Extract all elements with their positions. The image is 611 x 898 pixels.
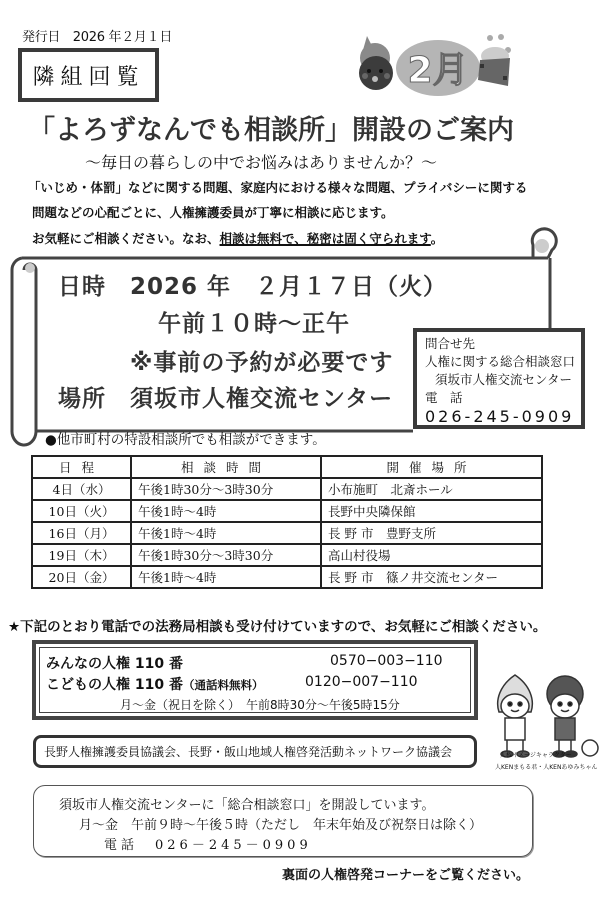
intro-line-3-suffix: 。 xyxy=(430,231,444,246)
row-time: 午後1時～4時 xyxy=(131,500,321,522)
intro-line-3-prefix: お気軽にご相談ください。なお、 xyxy=(32,231,220,246)
contact-phone[interactable]: 026-245-0909 xyxy=(425,407,575,426)
mascot-girl-icon xyxy=(547,676,598,757)
issue-date: 発行日 2026 年２月１日 xyxy=(22,30,173,45)
table-row xyxy=(32,566,542,588)
window-phone[interactable]: 電話 026－245－0909 xyxy=(104,838,312,853)
sponsor-committees: 長野人権擁護委員協議会、長野・飯山地域人権啓発活動ネットワーク協議会 xyxy=(33,735,477,768)
contact-phone-label: 電 話 xyxy=(425,390,463,405)
table-header-row xyxy=(32,456,542,478)
row-time: 午後1時30分～3時30分 xyxy=(131,478,321,500)
reservation-required-note: ※事前の予約が必要です xyxy=(130,350,394,376)
contact-heading: 問合せ先 xyxy=(425,336,476,351)
mascot-caption-2: 人KENまもる君・人KENあゆみちゃん xyxy=(495,764,598,771)
phone-consult-lead: ★下記のとおり電話での法務局相談も受け付けていますので、お気軽にご相談ください。 xyxy=(8,619,547,635)
row-place: 長 野 市 豊野支所 xyxy=(321,522,542,544)
general-consultation-window-box xyxy=(33,785,533,857)
hotline-hours: 月～金（祝日を除く） 午前8時30分～午後5時15分 xyxy=(120,698,400,712)
contact-box xyxy=(413,328,585,429)
table-row xyxy=(32,500,542,522)
row-day: 10日（火） xyxy=(32,500,131,522)
circular-label: 隣組回覧 xyxy=(18,48,159,102)
row-day: 16日（月） xyxy=(32,522,131,544)
page-title: 「よろずなんでも相談所」開設のご案内 xyxy=(28,115,514,146)
free-confidential-note: 相談は無料で、秘密は固く守られます xyxy=(219,231,431,246)
event-place: 場所 須坂市人権交流センター xyxy=(58,386,394,412)
row-day: 19日（木） xyxy=(32,544,131,566)
table-row xyxy=(32,544,542,566)
intro-line-1: 「いじめ・体罰」などに関する問題、家庭内における様々な問題、プライバシーに関する xyxy=(28,180,528,195)
row-day: 4日（水） xyxy=(32,478,131,500)
row-time: 午後1時～4時 xyxy=(131,522,321,544)
mascot-caption-1: 人権イメージキャラクター xyxy=(500,752,572,759)
child-hotline-label xyxy=(46,674,263,694)
contact-office: 人権に関する総合相談窓口 xyxy=(425,354,576,369)
table-row xyxy=(32,522,542,544)
adult-hotline-number[interactable]: 0570−003−110 xyxy=(330,653,443,669)
back-page-note: 裏面の人権啓発コーナーをご覧ください。 xyxy=(282,868,530,883)
row-place: 長野中央隣保館 xyxy=(321,500,542,522)
subtitle: ～毎日の暮らしの中でお悩みはありませんか？～ xyxy=(85,153,438,172)
row-place: 小布施町 北斎ホール xyxy=(321,478,542,500)
svg-text:2月: 2月 xyxy=(407,50,469,91)
window-announcement: 須坂市人権交流センターに「総合相談窓口」を開設しています。 xyxy=(59,798,435,813)
header-time: 相談時間 xyxy=(131,456,321,478)
other-municipalities-note: ●他市町村の特設相談所でも相談ができます。 xyxy=(45,432,326,448)
adult-hotline-label: みんなの人権 110 番 xyxy=(46,656,183,672)
toll-free-note: （通話料無料） xyxy=(182,678,264,692)
event-time: 午前１０時～正午 xyxy=(158,311,350,337)
row-time: 午後1時～4時 xyxy=(131,566,321,588)
schedule-table xyxy=(31,455,543,589)
header-place: 開催場所 xyxy=(321,456,542,478)
table-row xyxy=(32,478,542,500)
row-place: 長 野 市 篠ノ井交流センター xyxy=(321,566,542,588)
row-day: 20日（金） xyxy=(32,566,131,588)
mascot-boy-icon xyxy=(498,675,533,757)
event-datetime: 日時 2026 年 ２月１７日（火） xyxy=(58,274,448,300)
child-hotline-number[interactable]: 0120−007−110 xyxy=(305,674,418,690)
row-place: 高山村役場 xyxy=(321,544,542,566)
window-hours: 月～金 午前９時～午後５時（ただし 年末年始及び祝祭日は除く） xyxy=(79,818,483,833)
child-hotline-name: こどもの人権 110 番 xyxy=(46,677,183,693)
row-time: 午後1時30分～3時30分 xyxy=(131,544,321,566)
header-day: 日程 xyxy=(32,456,131,478)
intro-line-2: 問題などの心配ごとに、人権擁護委員が丁寧に相談に応じます。 xyxy=(32,205,394,220)
contact-center: 須坂市人権交流センター xyxy=(435,372,573,387)
phone-consult-box xyxy=(32,640,478,720)
